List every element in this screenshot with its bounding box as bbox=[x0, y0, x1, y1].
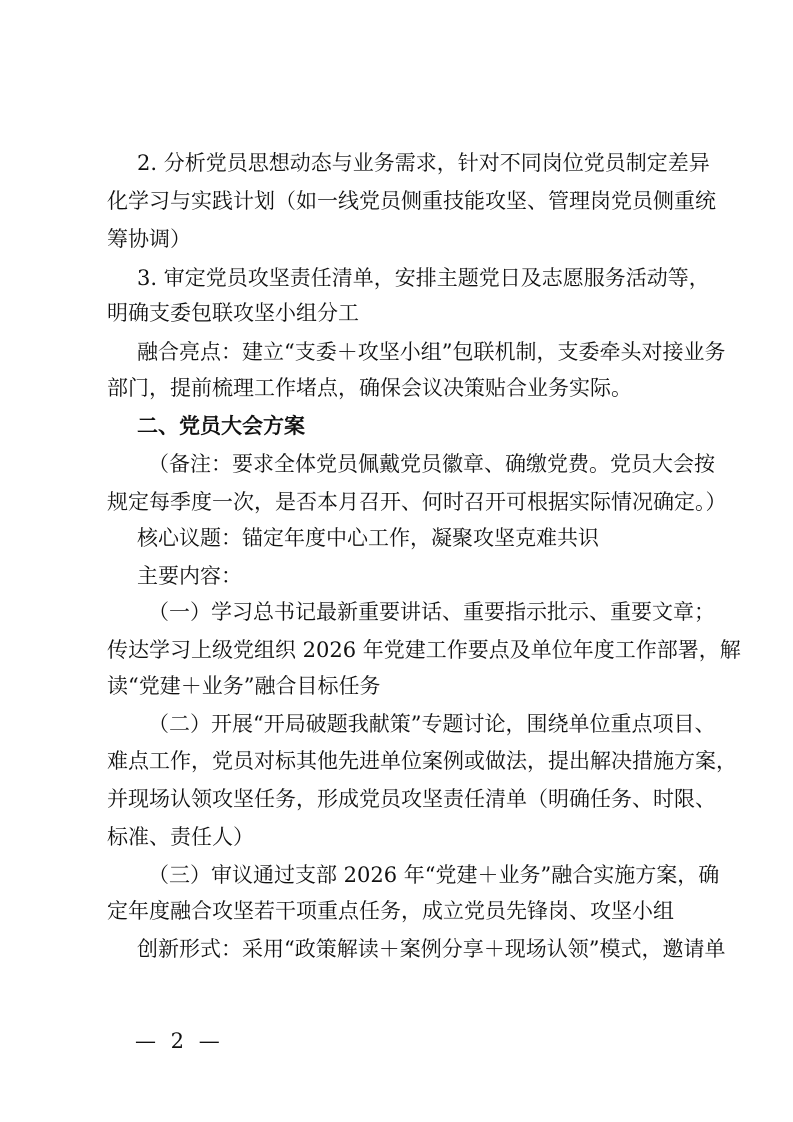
content-item-1-line: （一）学习总书记最新重要讲话、重要指示批示、重要文章； bbox=[148, 600, 715, 624]
paragraph-item-3-line: 明确支委包联攻坚小组分工 bbox=[107, 301, 359, 325]
paragraph-item-2-line: 化学习与实践计划（如一线党员侧重技能攻坚、管理岗党员侧重统 bbox=[107, 189, 716, 213]
content-item-2-line: 标准、责任人） bbox=[107, 825, 254, 849]
content-item-1-line: 读“党建＋业务”融合目标任务 bbox=[107, 674, 381, 698]
page-number: — 2 — bbox=[135, 1029, 224, 1053]
note-paragraph-line: （备注：要求全体党员佩戴党员徽章、确缴党费。党员大会按 bbox=[148, 452, 715, 476]
content-item-3-line: （三）审议通过支部 2026 年“党建＋业务”融合实施方案，确 bbox=[148, 863, 720, 887]
content-item-2-line: 难点工作，党员对标其他先进单位案例或做法，提出解决措施方案， bbox=[107, 749, 737, 773]
highlight-paragraph-line: 部门，提前梳理工作堵点，确保会议决策贴合业务实际。 bbox=[107, 376, 632, 400]
paragraph-item-2-line: 2. 分析党员思想动态与业务需求，针对不同岗位党员制定差异 bbox=[137, 151, 710, 175]
highlight-paragraph-line: 融合亮点：建立“支委＋攻坚小组”包联机制，支委牵头对接业务 bbox=[137, 340, 726, 364]
note-paragraph-line: 规定每季度一次，是否本月召开、何时召开可根据实际情况确定。） bbox=[107, 490, 727, 514]
content-item-2-line: （二）开展“开局破题我献策”专题讨论，围绕单位重点项目、 bbox=[148, 712, 716, 736]
content-item-1-line: 传达学习上级党组织 2026 年党建工作要点及单位年度工作部署，解 bbox=[107, 638, 741, 662]
content-item-3-line: 定年度融合攻坚若干项重点任务，成立党员先锋岗、攻坚小组 bbox=[107, 899, 674, 923]
innovation-paragraph-line: 创新形式：采用“政策解读＋案例分享＋现场认领”模式，邀请单 bbox=[137, 937, 726, 961]
section-heading: 二、党员大会方案 bbox=[137, 414, 305, 438]
core-topic-line: 核心议题：锚定年度中心工作，凝聚攻坚克难共识 bbox=[137, 526, 599, 550]
paragraph-item-2-line: 筹协调） bbox=[107, 227, 191, 251]
main-content-label: 主要内容： bbox=[137, 564, 242, 588]
content-item-2-line: 并现场认领攻坚任务，形成党员攻坚责任清单（明确任务、时限、 bbox=[107, 787, 716, 811]
paragraph-item-3-line: 3. 审定党员攻坚责任清单，安排主题党日及志愿服务活动等， bbox=[137, 266, 710, 290]
